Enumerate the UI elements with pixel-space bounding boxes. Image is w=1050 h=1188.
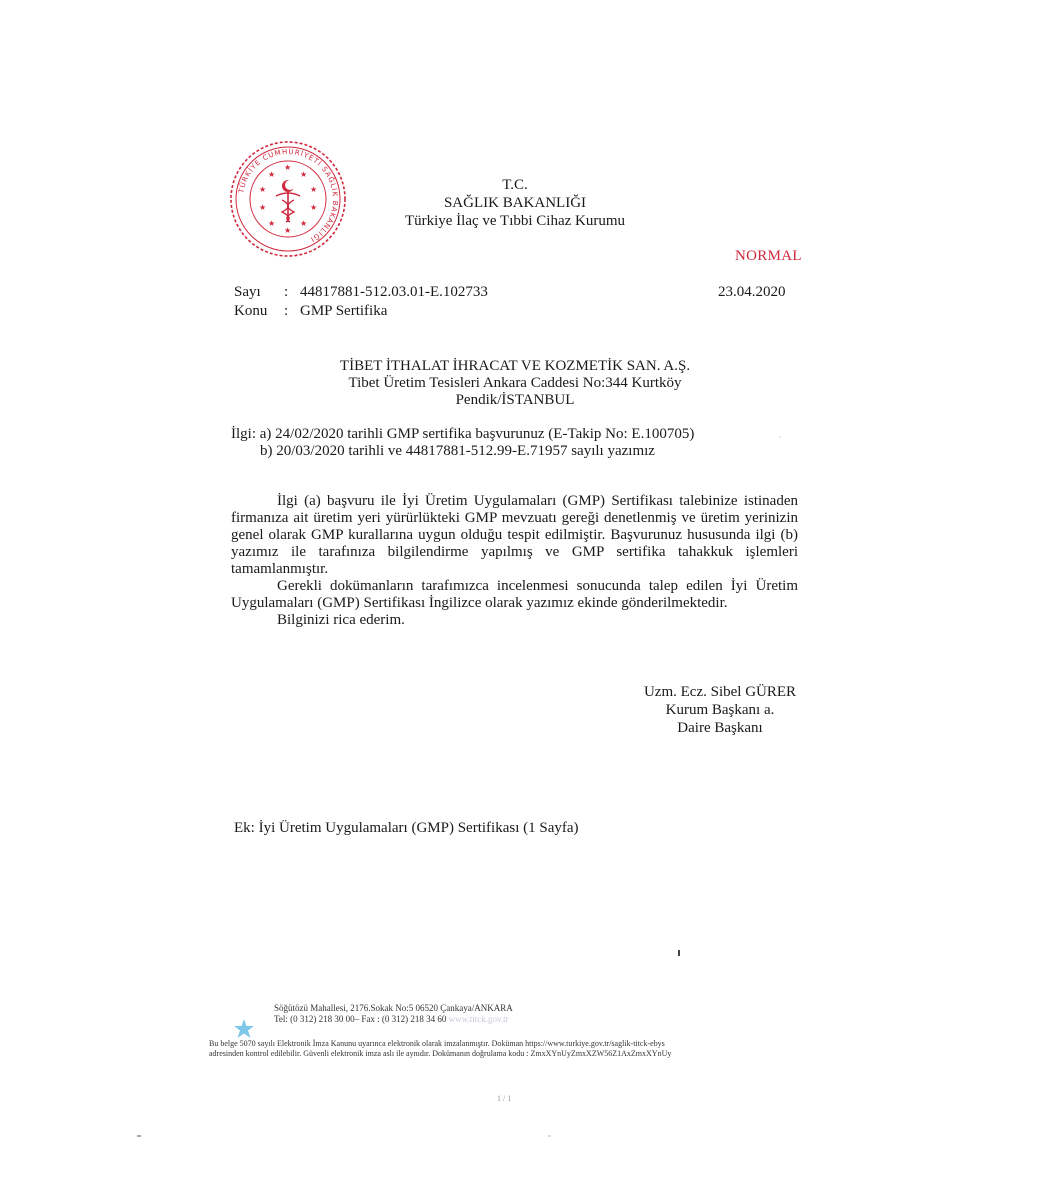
letterhead: [380, 176, 650, 230]
reference-list: [231, 426, 694, 460]
footer-address: Söğütözü Mahallesi, 2176.Sokak No:5 06520 Çankaya/ANKARA: [274, 1003, 513, 1013]
svg-text:★: ★: [268, 170, 276, 179]
footer-website: www.titck.gov.tr: [448, 1014, 509, 1024]
svg-text:★: ★: [310, 185, 318, 194]
attachment-note: Ek: İyi Üretim Uygulamaları (GMP) Sertifikası (1 Sayfa): [234, 820, 579, 836]
number-colon: :: [284, 284, 289, 300]
document-date: 23.04.2020: [718, 284, 786, 300]
svg-text:TÜRKİYE CUMHURİYETİ SAĞLIK BAK: TÜRKİYE CUMHURİYETİ SAĞLIK BAKANLIĞI: [237, 147, 340, 244]
body-paragraph-1: İlgi (a) başvuru ile İyi Üretim Uygulamaları (GMP) Sertifikası talebinize istinaden firmanıza ait üretim yeri yürürlükteki GMP mevzuatı gereği denetlenmiş ve üretim yerinizin genel olarak GMP kurallarına uygun olduğu tespit edilmiştir. Başvurunuz hususunda ilgi (b) yazımız ile tarafınıza bilgilendirme yapılmış ve GMP sertifika tahakkuk işlemleri tamamlanmıştır.: [231, 493, 798, 577]
signature-block: [600, 683, 840, 737]
reference-row-number: [0, 284, 1050, 304]
page-number: 1 / 1: [497, 1094, 512, 1103]
body-paragraph-2: Gerekli dokümanların tarafımızca incelenmesi sonucunda talep edilen İyi Üretim Uygulamaları (GMP) Sertifikası İngilizce olarak yazımız ekinde gönderilmektedir.: [231, 578, 798, 611]
recipient-block: [330, 358, 700, 409]
recipient-address-line1: Tibet Üretim Tesisleri Ankara Caddesi No:344 Kurtköy: [348, 375, 682, 391]
priority-label: NORMAL: [735, 248, 802, 264]
scan-mark: [678, 950, 680, 956]
svg-text:★: ★: [268, 219, 276, 228]
star-icon: [233, 1018, 255, 1040]
letterhead-line-agency: Türkiye İlaç ve Tıbbi Cihaz Kurumu: [404, 213, 626, 229]
svg-text:★: ★: [300, 170, 308, 179]
signatory-title-1: Kurum Başkanı a.: [665, 702, 775, 718]
subject-label: Konu: [234, 303, 268, 319]
footer-contact: [274, 1003, 513, 1025]
e-signature-note: [209, 1039, 809, 1059]
number-value: 44817881-512.03.01-E.102733: [300, 284, 488, 300]
letterhead-line-ministry: SAĞLIK BAKANLIĞI: [443, 195, 587, 211]
svg-text:★: ★: [310, 203, 318, 212]
signatory-name: Uzm. Ecz. Sibel GÜRER: [643, 684, 797, 700]
reference-row-subject: [0, 303, 1050, 323]
subject-colon: :: [284, 303, 289, 319]
subject-value: GMP Sertifika: [300, 303, 388, 319]
svg-text:★: ★: [284, 163, 292, 172]
e-signature-note-line1: Bu belge 5070 sayılı Elektronik İmza Kanunu uyarınca elektronik olarak imzalanmıştır. Doküman https://www.turkiye.gov.tr/saglik-titck-ebys: [209, 1039, 665, 1048]
reference-item-a: İlgi: a) 24/02/2020 tarihli GMP sertifika başvurunuz (E-Takip No: E.100705): [231, 426, 695, 442]
recipient-name: TİBET İTHALAT İHRACAT VE KOZMETİK SAN. A.Ş.: [339, 358, 691, 374]
svg-text:★: ★: [259, 203, 267, 212]
body-paragraph-3: Bilginizi rica ederim.: [277, 612, 405, 628]
svg-text:★: ★: [284, 226, 292, 235]
ministry-seal-logo: [228, 140, 348, 258]
number-label: Sayı: [234, 284, 261, 300]
svg-text:★: ★: [300, 219, 308, 228]
e-signature-note-line2: adresinden kontrol edilebilir. Güvenli elektronik imza aslı ile aynıdır. Dokümanın doğrulama kodu : ZmxXYnUyZmxXZW56Z1AxZmxXYnUy: [209, 1049, 672, 1058]
recipient-address-line2: Pendik/İSTANBUL: [455, 392, 575, 408]
signatory-title-2: Daire Başkanı: [677, 720, 763, 736]
letterhead-line-tc: T.C.: [502, 177, 528, 193]
footer-phone: Tel: (0 312) 218 30 00– Fax : (0 312) 218 34 60: [274, 1014, 447, 1024]
reference-item-b: b) 20/03/2020 tarihli ve 44817881-512.99-E.71957 sayılı yazımız: [260, 443, 655, 459]
svg-text:★: ★: [259, 185, 267, 194]
letter-body: [231, 493, 798, 629]
footer-phone-row: [274, 1014, 513, 1025]
